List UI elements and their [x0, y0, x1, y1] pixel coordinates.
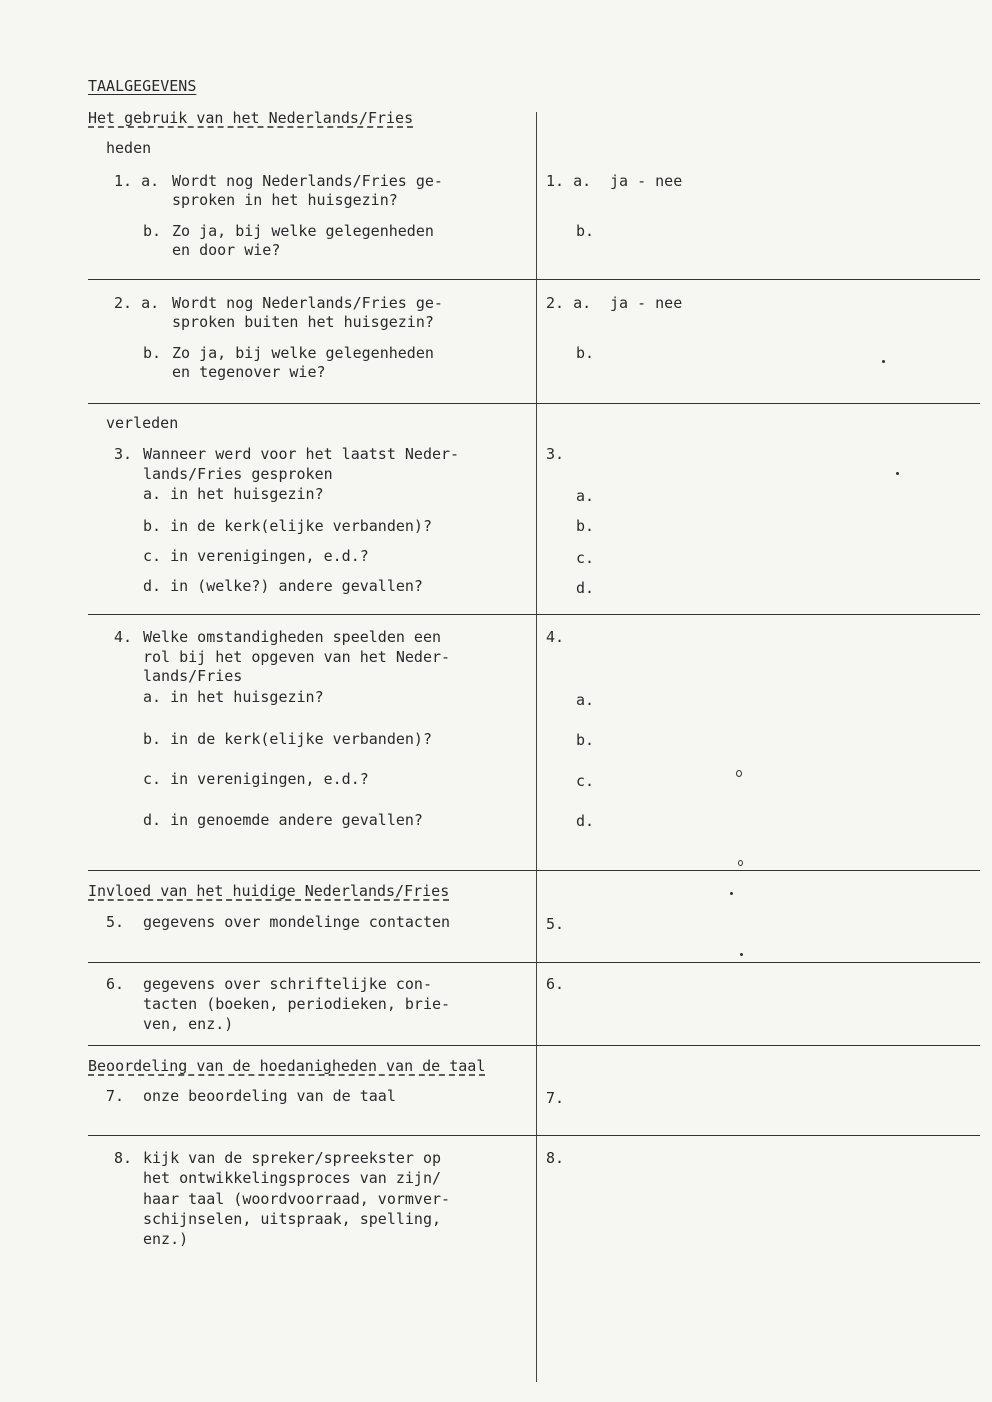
q2b-number: b. [143, 344, 162, 362]
ink-speck [740, 953, 743, 956]
q5-text: gegevens over mondelinge contacten [143, 913, 451, 931]
q4-number: 4. [114, 628, 133, 646]
q2a-text-line1: Wordt nog Nederlands/Fries ge- [172, 294, 443, 312]
q4-answer-c[interactable]: c. [576, 772, 595, 790]
q8-text-line5: enz.) [143, 1230, 189, 1248]
divider-q5 [88, 962, 980, 963]
q1b-number: b. [143, 222, 162, 240]
ink-speck [738, 860, 743, 866]
q4b-text: b. in de kerk(elijke verbanden)? [143, 730, 432, 748]
divider-q3 [88, 614, 980, 615]
q2b-text-line2: en tegenover wie? [172, 363, 326, 381]
q1b-text-line2: en door wie? [172, 241, 281, 259]
q4a-text: a. in het huisgezin? [143, 688, 324, 706]
q3-answer-d[interactable]: d. [576, 579, 595, 597]
q4d-text: d. in genoemde andere gevallen? [143, 811, 423, 829]
q3-answer-a[interactable]: a. [576, 487, 595, 505]
q1a-number: 1. a. [114, 172, 160, 190]
q7-answer-number: 7. [546, 1089, 565, 1107]
q7-number: 7. [106, 1087, 125, 1105]
q1a-text-line1: Wordt nog Nederlands/Fries ge- [172, 172, 443, 190]
q4-answer-number: 4. [546, 628, 565, 646]
q4-answer-a[interactable]: a. [576, 691, 595, 709]
subheading-heden: heden [106, 139, 152, 157]
ink-speck [882, 360, 885, 363]
section-heading-gebruik: Het gebruik van het Nederlands/Fries [88, 109, 414, 127]
q3a-text: a. in het huisgezin? [143, 485, 324, 503]
q6-number: 6. [106, 975, 125, 993]
q8-answer-number: 8. [546, 1149, 565, 1167]
q3-answer-number: 3. [546, 445, 565, 463]
q4-answer-d[interactable]: d. [576, 812, 595, 830]
q2-answer-ja-nee[interactable]: ja - nee [610, 294, 683, 312]
q5-answer-number: 5. [546, 915, 565, 933]
ink-speck [896, 472, 899, 475]
q2-answer-number: 2. a. [546, 294, 592, 312]
q4-text-line3: lands/Fries [143, 667, 243, 685]
q2a-number: 2. a. [114, 294, 160, 312]
q2b-text-line1: Zo ja, bij welke gelegenheden [172, 344, 434, 362]
divider-q4 [88, 870, 980, 871]
divider-q7 [88, 1135, 980, 1136]
q4c-text: c. in verenigingen, e.d.? [143, 770, 369, 788]
page-title: TAALGEGEVENS [88, 77, 197, 95]
q8-number: 8. [114, 1149, 133, 1167]
divider-q1 [88, 279, 980, 280]
q4-answer-b[interactable]: b. [576, 731, 595, 749]
q3b-text: b. in de kerk(elijke verbanden)? [143, 517, 432, 535]
divider-q6 [88, 1045, 980, 1046]
q6-text-line1: gegevens over schriftelijke con- [143, 975, 432, 993]
q4-text-line1: Welke omstandigheden speelden een [143, 628, 442, 646]
q1-answer-ja-nee[interactable]: ja - nee [610, 172, 683, 190]
q1-answer-b[interactable]: b. [576, 222, 595, 240]
q6-answer-number: 6. [546, 975, 565, 993]
column-divider [536, 112, 537, 1382]
q6-text-line3: ven, enz.) [143, 1015, 234, 1033]
q1a-text-line2: sproken in het huisgezin? [172, 191, 398, 209]
q1-answer-number: 1. a. [546, 172, 592, 190]
q5-number: 5. [106, 913, 125, 931]
ink-speck [736, 770, 742, 777]
q8-text-line4: schijnselen, uitspraak, spelling, [143, 1210, 442, 1228]
q7-text: onze beoordeling van de taal [143, 1087, 396, 1105]
q3-answer-b[interactable]: b. [576, 517, 595, 535]
q8-text-line2: het ontwikkelingsproces van zijn/ [143, 1169, 442, 1187]
divider-q2 [88, 403, 980, 404]
q3d-text: d. in (welke?) andere gevallen? [143, 577, 423, 595]
q3c-text: c. in verenigingen, e.d.? [143, 547, 369, 565]
q8-text-line3: haar taal (woordvoorraad, vormver- [143, 1190, 451, 1208]
q3-answer-c[interactable]: c. [576, 549, 595, 567]
ink-speck [730, 892, 733, 895]
q1b-text-line1: Zo ja, bij welke gelegenheden [172, 222, 434, 240]
q2-answer-b[interactable]: b. [576, 344, 595, 362]
subheading-verleden: verleden [106, 414, 179, 432]
q2a-text-line2: sproken buiten het huisgezin? [172, 313, 434, 331]
section-heading-invloed: Invloed van het huidige Nederlands/Fries [88, 882, 450, 900]
q6-text-line2: tacten (boeken, periodieken, brie- [143, 995, 451, 1013]
q8-text-line1: kijk van de spreker/spreekster op [143, 1149, 442, 1167]
q3-text-line1: Wanneer werd voor het laatst Neder- [143, 445, 460, 463]
q3-text-line2: lands/Fries gesproken [143, 465, 333, 483]
q4-text-line2: rol bij het opgeven van het Neder- [143, 648, 451, 666]
section-heading-beoordeling: Beoordeling van de hoedanigheden van de taal [88, 1057, 486, 1075]
q3-number: 3. [114, 445, 133, 463]
